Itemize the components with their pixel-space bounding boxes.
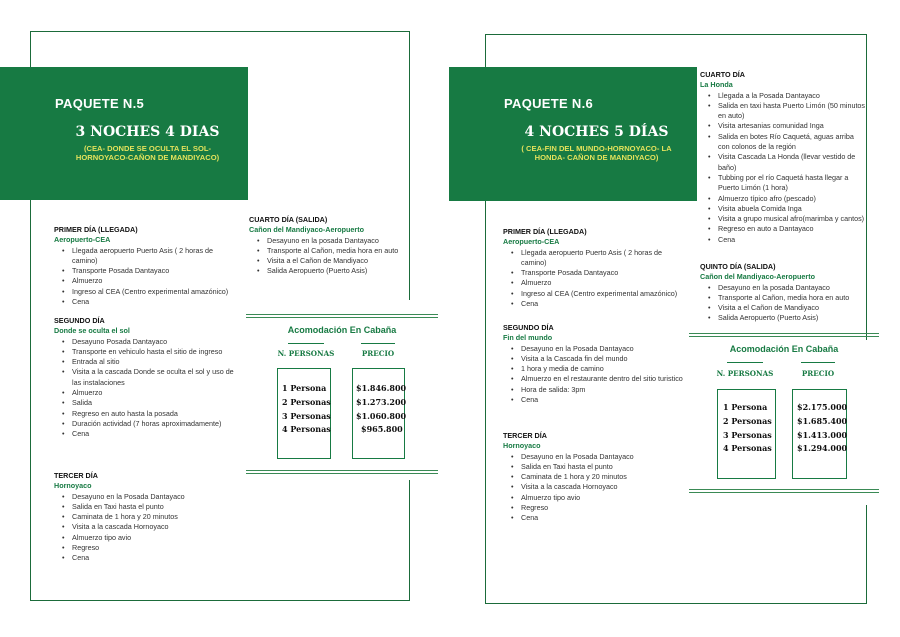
left-package-subtitle-2: HORNOYACO-CAÑON DE MANDIYACO) <box>75 153 220 162</box>
list-item: • Caminata de 1 hora y 20 minutos <box>515 472 683 482</box>
list-item: • Visita abuela Comida Inga <box>712 204 866 214</box>
left-package-title: PAQUETE N.5 <box>55 96 145 111</box>
list-item: • Ingreso al CEA (Centro experimental amazónico) <box>66 287 234 297</box>
people-cell: 1 Persona <box>723 402 768 412</box>
left-day-2 <box>54 316 234 440</box>
day-subtitle: La Honda <box>700 80 733 90</box>
list-item: • Caminata de 1 hora y 20 minutos <box>66 512 234 522</box>
list-item: • Visita a el Cañon de Mandiyaco <box>261 256 419 266</box>
list-item: • Visita a la cascada Donde se oculta el sol y uso de las instalaciones <box>66 367 234 388</box>
people-cell: 3 Personas <box>723 430 772 440</box>
right-package-banner <box>449 67 697 201</box>
list-item: • Desayuno en la Posada Dantayaco <box>66 492 234 502</box>
day-subtitle: Hornoyaco <box>503 441 541 451</box>
price-cell: $1.846.800 <box>356 383 407 393</box>
people-column-header: N. PERSONAS <box>277 349 335 358</box>
people-column-header: N. PERSONAS <box>716 369 774 378</box>
list-item: • Transporte al Cañon, media hora en auto <box>712 293 866 303</box>
list-item: • Cena <box>66 297 234 307</box>
left-package-nights: 3 NOCHES 4 DIAS <box>75 124 220 140</box>
right-day-1 <box>503 227 683 309</box>
divider <box>801 362 835 363</box>
divider <box>246 470 438 474</box>
list-item: • Hora de salida: 3pm <box>515 385 683 395</box>
price-cell: $1.413.000 <box>797 430 848 440</box>
list-item: • Salida Aeropuerto (Puerto Asis) <box>261 266 419 276</box>
right-package-nights: 4 NOCHES 5 DÍAS <box>524 124 669 140</box>
day-subtitle: Cañon del Mandiyaco-Aeropuerto <box>700 272 816 282</box>
list-item: • Salida en botes Río Caquetá, aguas arriba con colonos de la región <box>712 132 866 153</box>
list-item: • Salida Aeropuerto (Puerto Asis) <box>712 313 866 323</box>
divider <box>246 314 438 318</box>
list-item: • Llegada aeropuerto Puerto Asis ( 2 horas de camino) <box>515 248 683 269</box>
list-item: • Desayuno en la Posada Dantayaco <box>515 344 683 354</box>
list-item: • Visita a la Cascada fin del mundo <box>515 354 683 364</box>
list-item: • Cena <box>515 513 683 523</box>
price-cell: $1.294.000 <box>797 443 848 453</box>
list-item: • Cena <box>515 395 683 405</box>
list-item: • Llegada aeropuerto Puerto Asis ( 2 horas de camino) <box>66 246 234 267</box>
list-item: • Visita a la cascada Hornoyaco <box>66 522 234 532</box>
right-package-title: PAQUETE N.6 <box>504 96 594 111</box>
list-item: • Cena <box>66 429 234 439</box>
people-cell: 4 Personas <box>282 424 331 434</box>
list-item: • 1 hora y media de camino <box>515 364 683 374</box>
divider <box>361 343 395 344</box>
day-subtitle: Hornoyaco <box>54 481 92 491</box>
list-item: • Visita a grupo musical afro(marimba y cantos) <box>712 214 866 224</box>
day-title: PRIMER DÍA (LLEGADA) <box>503 227 587 236</box>
list-item: • Cena <box>515 299 683 309</box>
day-subtitle: Fin del mundo <box>503 333 553 343</box>
list-item: • Almuerzo tipo avio <box>66 533 234 543</box>
list-item: • Regreso en auto hasta la posada <box>66 409 234 419</box>
list-item: • Desayuno en la Posada Dantayaco <box>515 452 683 462</box>
divider <box>689 489 879 493</box>
price-cell: $965.800 <box>361 424 403 434</box>
list-item: • Tubbing por el río Caquetá hasta llegar a Puerto Limón (1 hora) <box>712 173 866 194</box>
day-title: SEGUNDO DÍA <box>54 316 105 325</box>
day-title: CUARTO DÍA (SALIDA) <box>249 215 328 224</box>
left-package-subtitle-1: (CEA- DONDE SE OCULTA EL SOL- <box>83 144 212 153</box>
list-item: • Cena <box>66 553 234 563</box>
price-cell: $1.685.400 <box>797 416 848 426</box>
list-item: • Regreso <box>515 503 683 513</box>
right-package-subtitle-2: HONDA- CAÑON DE MANDIYACO) <box>534 153 659 162</box>
list-item: • Visita artesanias comunidad Inga <box>712 121 866 131</box>
people-cell: 2 Personas <box>723 416 772 426</box>
list-item: • Regreso en auto a Dantayaco <box>712 224 866 234</box>
right-day-2 <box>503 323 683 405</box>
list-item: • Transporte al Cañon, media hora en auto <box>261 246 419 256</box>
list-item: • Almuerzo tipo avio <box>515 493 683 503</box>
right-day-4 <box>700 70 866 245</box>
right-day-5 <box>700 262 866 324</box>
price-column-header: PRECIO <box>361 349 395 358</box>
price-cell: $1.273.200 <box>356 397 407 407</box>
list-item: • Desayuno en la posada Dantayaco <box>261 236 419 246</box>
people-cell: 2 Personas <box>282 397 331 407</box>
day-subtitle: Aeropuerto-CEA <box>503 237 560 247</box>
left-package-banner <box>0 67 248 200</box>
list-item: • Salida en Taxi hasta el punto <box>66 502 234 512</box>
list-item: • Visita Cascada La Honda (llevar vestido de baño) <box>712 152 866 173</box>
list-item: • Ingreso al CEA (Centro experimental amazónico) <box>515 289 683 299</box>
right-day-3 <box>503 431 683 524</box>
day-title: PRIMER DÍA (LLEGADA) <box>54 225 138 234</box>
list-item: • Visita a la cascada Hornoyaco <box>515 482 683 492</box>
list-item: • Visita a el Cañon de Mandiyaco <box>712 303 866 313</box>
accommodation-title: Acomodación En Cabaña <box>287 325 397 335</box>
right-package-subtitle-1: ( CEA-FIN DEL MUNDO-HORNOYACO- LA <box>521 144 672 153</box>
list-item: • Almuerzo típico afro (pescado) <box>712 194 866 204</box>
list-item: • Transporte Posada Dantayaco <box>66 266 234 276</box>
divider <box>689 333 879 337</box>
people-cell: 3 Personas <box>282 411 331 421</box>
list-item: • Almuerzo en el restaurante dentro del sitio turistico <box>515 374 683 384</box>
left-day-3 <box>54 471 234 564</box>
day-subtitle: Donde se oculta el sol <box>54 326 130 336</box>
list-item: • Cena <box>712 235 866 245</box>
price-column-header: PRECIO <box>801 369 835 378</box>
day-title: QUINTO DÍA (SALIDA) <box>700 262 776 271</box>
left-day-4 <box>249 215 419 277</box>
list-item: • Desayuno en la posada Dantayaco <box>712 283 866 293</box>
left-accommodation-table <box>246 314 438 476</box>
list-item: • Desayuno Posada Dantayaco <box>66 337 234 347</box>
list-item: • Llegada a la Posada Dantayaco <box>712 91 866 101</box>
list-item: • Almuerzo <box>66 388 234 398</box>
list-item: • Salida en taxi hasta Puerto Limón (50 minutos en auto) <box>712 101 866 122</box>
list-item: • Duración actividad (7 horas aproximadamente) <box>66 419 234 429</box>
price-cell: $2.175.000 <box>797 402 848 412</box>
price-cell: $1.060.800 <box>356 411 407 421</box>
accommodation-title: Acomodación En Cabaña <box>729 344 839 354</box>
day-title: TERCER DÍA <box>503 431 547 440</box>
day-title: SEGUNDO DÍA <box>503 323 554 332</box>
day-subtitle: Cañon del Mandiyaco-Aeropuerto <box>249 225 365 235</box>
day-title: TERCER DÍA <box>54 471 98 480</box>
list-item: • Almuerzo <box>66 276 234 286</box>
right-accommodation-table <box>689 333 879 495</box>
list-item: • Transporte Posada Dantayaco <box>515 268 683 278</box>
day-title: CUARTO DÍA <box>700 70 745 79</box>
day-subtitle: Aeropuerto-CEA <box>54 235 111 245</box>
left-day-1 <box>54 225 234 307</box>
list-item: • Transporte en vehiculo hasta el sitio de ingreso <box>66 347 234 357</box>
list-item: • Entrada al sitio <box>66 357 234 367</box>
people-cell: 4 Personas <box>723 443 772 453</box>
list-item: • Regreso <box>66 543 234 553</box>
divider <box>288 343 324 344</box>
list-item: • Salida <box>66 398 234 408</box>
list-item: • Almuerzo <box>515 278 683 288</box>
divider <box>727 362 763 363</box>
people-cell: 1 Persona <box>282 383 327 393</box>
list-item: • Salida en Taxi hasta el punto <box>515 462 683 472</box>
